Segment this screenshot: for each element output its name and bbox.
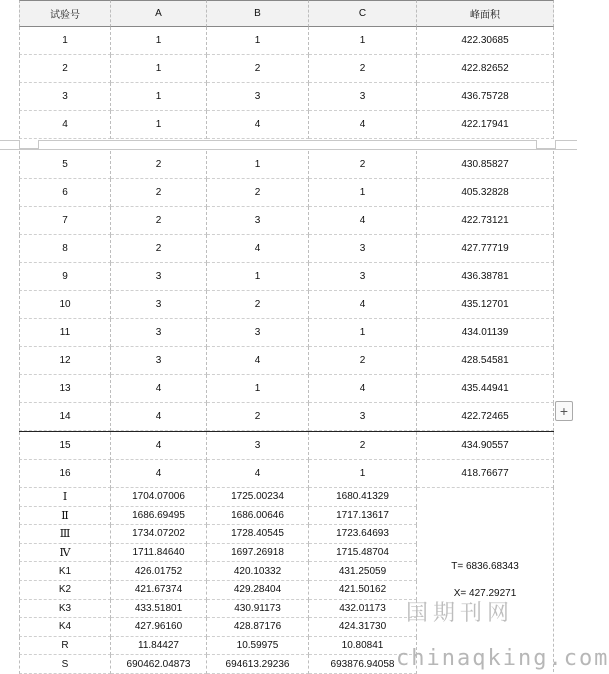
table-row (19, 347, 554, 375)
table-cell: 10 (19, 291, 111, 319)
table-row (19, 207, 554, 235)
separator-tab-right (536, 140, 556, 149)
stat-cell: 427.96160 (111, 618, 207, 637)
table-cell: 434.90557 (417, 432, 554, 460)
table-cell: 2 (207, 179, 309, 207)
table-cell: 16 (19, 460, 111, 488)
table-cell: 4 (207, 460, 309, 488)
table-cell: 4 (309, 291, 417, 319)
watermark-text: 国期刊网 (406, 601, 515, 626)
table-cell: 2 (111, 151, 207, 179)
table-cell: 6 (19, 179, 111, 207)
table-cell: 2 (207, 291, 309, 319)
table-row (19, 291, 554, 319)
table-cell: 4 (207, 235, 309, 263)
stat-cell: 429.28404 (207, 581, 309, 600)
table-cell: 2 (111, 207, 207, 235)
table-cell: 2 (19, 55, 111, 83)
table-cell: 3 (309, 403, 417, 431)
table-row (19, 55, 554, 83)
table-header-row (19, 0, 554, 27)
mean-value: X= 427.29271 (453, 588, 517, 599)
table-cell: 1 (207, 27, 309, 55)
table-cell: 1 (309, 319, 417, 347)
table-cell: 422.82652 (417, 55, 554, 83)
table-row (19, 83, 554, 111)
table-cell: 1 (309, 27, 417, 55)
table-cell: 405.32828 (417, 179, 554, 207)
stat-cell: 11.84427 (111, 637, 207, 656)
stat-cell: 1725.00234 (207, 488, 309, 507)
table-cell: 436.38781 (417, 263, 554, 291)
table-cell: 1 (207, 263, 309, 291)
table-row (19, 179, 554, 207)
watermark-url: chinaqking.com (396, 646, 609, 671)
stat-cell: 694613.29236 (207, 655, 309, 674)
table-cell: 4 (309, 111, 417, 139)
stat-cell: 1704.07006 (111, 488, 207, 507)
table-cell: 428.54581 (417, 347, 554, 375)
table-cell: 3 (111, 291, 207, 319)
table-cell: 1 (207, 375, 309, 403)
stat-cell: 1711.84640 (111, 544, 207, 563)
table-row (19, 151, 554, 179)
table-cell: 4 (111, 460, 207, 488)
stat-label: Ⅳ (19, 544, 111, 563)
stat-cell: 1686.69495 (111, 507, 207, 526)
table-cell: 2 (207, 55, 309, 83)
stat-cell: 1697.26918 (207, 544, 309, 563)
table-row (19, 235, 554, 263)
table-cell: 435.12701 (417, 291, 554, 319)
table-cell: 4 (111, 375, 207, 403)
table-cell: 8 (19, 235, 111, 263)
table-cell: 436.75728 (417, 83, 554, 111)
table-cell: 3 (111, 319, 207, 347)
table-row (19, 111, 554, 139)
table-cell: 3 (207, 319, 309, 347)
stat-cell: 432.01173 (309, 600, 417, 619)
stat-cell: 421.50162 (309, 581, 417, 600)
header-c: C (309, 0, 417, 27)
table-cell: 3 (309, 263, 417, 291)
stat-cell: 424.31730 (309, 618, 417, 637)
stat-cell: 1717.13617 (309, 507, 417, 526)
stat-cell: 428.87176 (207, 618, 309, 637)
header-b: B (207, 0, 309, 27)
table-cell: 2 (309, 151, 417, 179)
stat-label: K2 (19, 581, 111, 600)
table-cell: 2 (207, 403, 309, 431)
stat-cell: 1686.00646 (207, 507, 309, 526)
table-row (19, 319, 554, 347)
table-cell: 2 (309, 347, 417, 375)
table-cell: 3 (309, 235, 417, 263)
table-row (19, 263, 554, 291)
table-cell: 2 (309, 55, 417, 83)
table-cell: 4 (207, 347, 309, 375)
table-cell: 3 (207, 432, 309, 460)
table-row (19, 27, 554, 55)
table-cell: 1 (111, 83, 207, 111)
add-button[interactable]: + (555, 401, 573, 421)
stat-cell: 1728.40545 (207, 525, 309, 544)
table-cell: 1 (207, 151, 309, 179)
table-cell: 4 (19, 111, 111, 139)
table-cell: 12 (19, 347, 111, 375)
stat-label: S (19, 655, 111, 674)
table-cell: 427.77719 (417, 235, 554, 263)
stat-label: K4 (19, 618, 111, 637)
summary-cell (417, 487, 554, 672)
header-peak-area: 峰面积 (417, 0, 554, 27)
table-cell: 3 (111, 263, 207, 291)
stat-cell: 693876.94058 (309, 655, 417, 674)
stat-cell: 431.25059 (309, 562, 417, 581)
table-row (19, 375, 554, 403)
table-cell: 422.30685 (417, 27, 554, 55)
table-cell: 435.44941 (417, 375, 554, 403)
table-cell: 418.76677 (417, 460, 554, 488)
page-break-separator (0, 140, 577, 150)
table-cell: 15 (19, 432, 111, 460)
table-cell: 1 (111, 111, 207, 139)
table-cell: 2 (111, 235, 207, 263)
stat-cell: 433.51801 (111, 600, 207, 619)
table-cell: 434.01139 (417, 319, 554, 347)
table-cell: 4 (207, 111, 309, 139)
stat-cell: 430.91173 (207, 600, 309, 619)
stat-label: Ⅱ (19, 507, 111, 526)
table-cell: 1 (111, 55, 207, 83)
table-cell: 4 (111, 403, 207, 431)
table-cell: 2 (309, 432, 417, 460)
stat-cell: 1723.64693 (309, 525, 417, 544)
stat-cell: 1734.07202 (111, 525, 207, 544)
table-row (19, 431, 554, 460)
table-cell: 2 (111, 179, 207, 207)
stat-cell: 421.67374 (111, 581, 207, 600)
stat-cell: 420.10332 (207, 562, 309, 581)
table-cell: 14 (19, 403, 111, 431)
table-cell: 7 (19, 207, 111, 235)
separator-tab-left (19, 140, 39, 149)
stat-cell: 1715.48704 (309, 544, 417, 563)
table-cell: 9 (19, 263, 111, 291)
table-row (19, 460, 554, 488)
stat-label: Ⅰ (19, 488, 111, 507)
table-cell: 5 (19, 151, 111, 179)
table-cell: 11 (19, 319, 111, 347)
table-cell: 1 (19, 27, 111, 55)
table-cell: 3 (111, 347, 207, 375)
stat-label: K3 (19, 600, 111, 619)
table-cell: 4 (111, 432, 207, 460)
table-cell: 3 (207, 207, 309, 235)
stat-cell: 10.59975 (207, 637, 309, 656)
stat-label: R (19, 637, 111, 656)
stat-cell: 426.01752 (111, 562, 207, 581)
table-cell: 3 (19, 83, 111, 111)
table-cell: 3 (309, 83, 417, 111)
stat-cell: 1680.41329 (309, 488, 417, 507)
table-cell: 430.85827 (417, 151, 554, 179)
table-cell: 4 (309, 375, 417, 403)
table-cell: 3 (207, 83, 309, 111)
stat-label: K1 (19, 562, 111, 581)
stat-cell: 10.80841 (309, 637, 417, 656)
table-cell: 1 (309, 460, 417, 488)
table-cell: 13 (19, 375, 111, 403)
stat-cell: 690462.04873 (111, 655, 207, 674)
table-cell: 422.73121 (417, 207, 554, 235)
table-cell: 1 (111, 27, 207, 55)
table-row (19, 403, 554, 431)
header-trial-no: 试验号 (19, 0, 111, 27)
table-cell: 1 (309, 179, 417, 207)
header-a: A (111, 0, 207, 27)
total-value: T= 6836.68343 (451, 561, 519, 572)
stat-label: Ⅲ (19, 525, 111, 544)
table-cell: 4 (309, 207, 417, 235)
table-cell: 422.17941 (417, 111, 554, 139)
data-rows (19, 27, 554, 488)
table-cell: 422.72465 (417, 403, 554, 431)
